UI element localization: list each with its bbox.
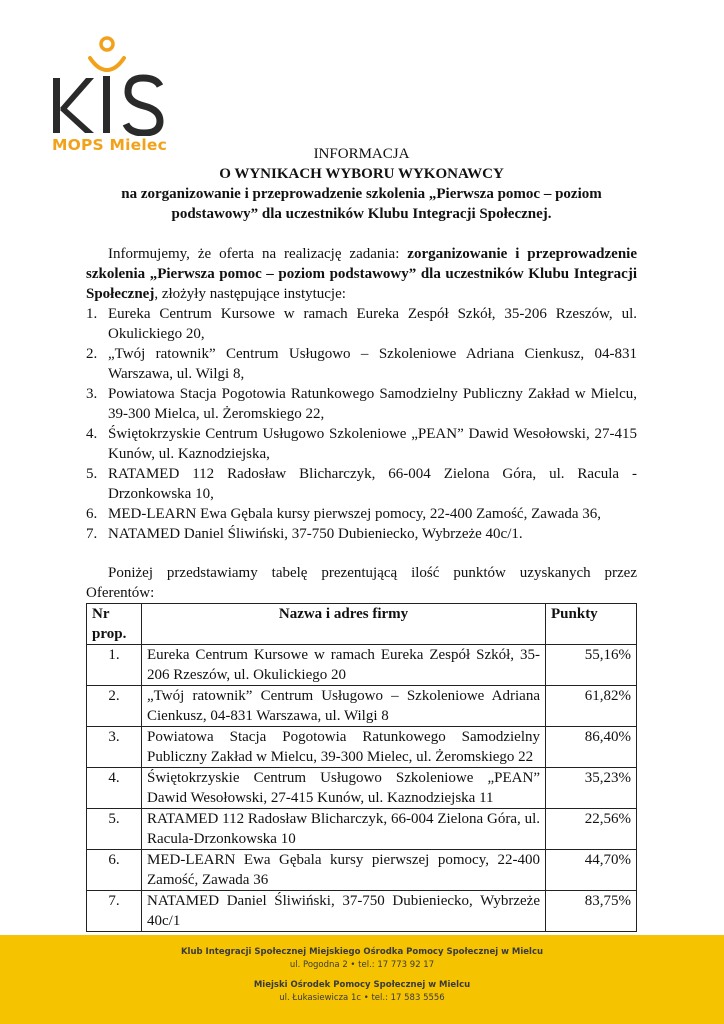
table-row: [87, 850, 637, 891]
list-item: [86, 304, 637, 344]
list-item-number: 5.: [86, 466, 98, 482]
list-item-number: 2.: [86, 346, 98, 362]
list-item-text: Powiatowa Stacja Pogotowia Ratunkowego Samodzielny Publiczny Zakład w Mielcu, 39-300 Mielca, ul. Żeromskiego 22,: [108, 386, 637, 422]
cell-name: Świętokrzyskie Centrum Usługowo Szkoleniowe „PEAN” Dawid Wesołowski, 27-415 Kunów, ul. Kaznodziejska 11: [142, 768, 546, 809]
table-header-row: [87, 604, 637, 645]
cell-name: Powiatowa Stacja Pogotowia Ratunkowego Samodzielny Publiczny Zakład w Mielcu, 39-300 Mielec, ul. Żeromskiego 22: [142, 727, 546, 768]
intro-prefix: Informujemy, że oferta na realizację zadania:: [108, 246, 408, 262]
cell-points: 35,23%: [546, 768, 637, 809]
footer-line-3: Miejski Ośrodek Pomocy Społecznej w Mielcu: [253, 980, 471, 990]
cell-nr: 4.: [87, 768, 142, 809]
list-item: [86, 524, 637, 544]
list-item-text: Eureka Centrum Kursowe w ramach Eureka Zespół Szkół, 35-206 Rzeszów, ul. Okulickiego 20,: [108, 306, 637, 342]
firms-list: [86, 304, 637, 544]
footer-line-2: ul. Pogodna 2 • tel.: 17 773 92 17: [289, 960, 435, 970]
cell-points: 22,56%: [546, 809, 637, 850]
logo-subtitle: MOPS Mielec: [52, 136, 167, 154]
cell-nr: 6.: [87, 850, 142, 891]
list-item-number: 1.: [86, 306, 98, 322]
cell-name: „Twój ratownik” Centrum Usługowo – Szkoleniowe Adriana Cienkusz, 04-831 Warszawa, ul. Wilgi 8: [142, 686, 546, 727]
table-row: [87, 645, 637, 686]
cell-name: NATAMED Daniel Śliwiński, 37-750 Dubieniecko, Wybrzeże 40c/1: [142, 891, 546, 932]
cell-points: 61,82%: [546, 686, 637, 727]
intro-paragraph: [86, 244, 637, 304]
header-line-2: O WYNIKACH WYBORU WYKONAWCY: [219, 166, 504, 182]
column-header-name: Nazwa i adres firmy: [142, 604, 546, 645]
column-header-points: Punkty: [546, 604, 637, 645]
cell-nr: 1.: [87, 645, 142, 686]
table-row: [87, 727, 637, 768]
cell-name: MED-LEARN Ewa Gębala kursy pierwszej pomocy, 22-400 Zamość, Zawada 36: [142, 850, 546, 891]
footer-line-4: ul. Łukasiewicza 1c • tel.: 17 583 5556: [279, 993, 445, 1003]
kis-logo-mark: [50, 36, 175, 136]
list-item-text: MED-LEARN Ewa Gębala kursy pierwszej pomocy, 22-400 Zamość, Zawada 36,: [108, 506, 602, 522]
cell-nr: 7.: [87, 891, 142, 932]
cell-name: RATAMED 112 Radosław Blicharczyk, 66-004 Zielona Góra, ul. Racula-Drzonkowska 10: [142, 809, 546, 850]
document-body: [86, 144, 637, 932]
intro-suffix: , złożyły następujące instytucje:: [154, 286, 346, 302]
list-item-number: 4.: [86, 426, 98, 442]
list-item-text: Świętokrzyskie Centrum Usługowo Szkoleniowe „PEAN” Dawid Wesołowski, 27-415 Kunów, ul. Kaznodziejska,: [108, 426, 637, 462]
list-item-text: NATAMED Daniel Śliwiński, 37-750 Dubieniecko, Wybrzeże 40c/1.: [108, 526, 523, 542]
cell-points: 55,16%: [546, 645, 637, 686]
page-footer: [0, 935, 724, 1024]
table-row: [87, 768, 637, 809]
list-item: [86, 384, 637, 424]
kis-logo: [50, 36, 175, 158]
list-item-text: RATAMED 112 Radosław Blicharczyk, 66-004 Zielona Góra, ul. Racula -Drzonkowska 10,: [108, 466, 637, 502]
list-item: [86, 344, 637, 384]
list-item: [86, 504, 637, 524]
list-item: [86, 464, 637, 504]
cell-points: 44,70%: [546, 850, 637, 891]
header-line-1: INFORMACJA: [313, 146, 410, 162]
list-item-number: 6.: [86, 506, 98, 522]
list-item-number: 7.: [86, 526, 98, 542]
cell-points: 83,75%: [546, 891, 637, 932]
table-row: [87, 891, 637, 932]
table-row: [87, 809, 637, 850]
cell-points: 86,40%: [546, 727, 637, 768]
document-header: [86, 144, 637, 224]
table-intro: Poniżej przedstawiamy tabelę prezentującą ilość punktów uzyskanych przez Oferentów:: [86, 565, 637, 601]
cell-nr: 3.: [87, 727, 142, 768]
header-line-3: na zorganizowanie i przeprowadzenie szkolenia „Pierwsza pomoc – poziom: [121, 186, 602, 202]
results-table: [86, 603, 637, 932]
header-line-4: podstawowy” dla uczestników Klubu Integracji Społecznej.: [171, 206, 552, 222]
footer-line-1: Klub Integracji Społecznej Miejskiego Ośrodka Pomocy Społecznej w Mielcu: [180, 947, 544, 957]
cell-name: Eureka Centrum Kursowe w ramach Eureka Zespół Szkół, 35-206 Rzeszów, ul. Okulickiego 20: [142, 645, 546, 686]
list-item-text: „Twój ratownik” Centrum Usługowo – Szkoleniowe Adriana Cienkusz, 04-831 Warszawa, ul. Wilgi 8,: [108, 346, 637, 382]
intro-bold: zorganizowanie i przeprowadzenie szkolenia „Pierwsza pomoc – poziom podstawowy” dla uczestników Klubu Integracji Społecznej: [86, 246, 637, 302]
cell-nr: 5.: [87, 809, 142, 850]
column-header-nr: Nr prop.: [87, 604, 142, 645]
list-item: [86, 424, 637, 464]
table-row: [87, 686, 637, 727]
list-item-number: 3.: [86, 386, 98, 402]
cell-nr: 2.: [87, 686, 142, 727]
